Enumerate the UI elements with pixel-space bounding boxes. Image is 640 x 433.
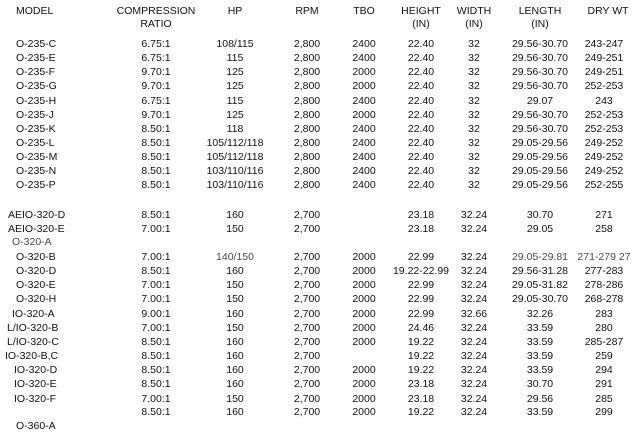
cell-rpm: 2,700 — [293, 209, 321, 221]
cell-width: 32.24 — [460, 322, 488, 334]
cell-model: O-235-P — [16, 179, 56, 191]
cell-hp: 160 — [226, 364, 244, 376]
cell-tbo: 2000 — [352, 406, 376, 418]
cell-hp: 160 — [226, 265, 244, 277]
cell-model: O-235-K — [16, 123, 56, 135]
cell-length: 33.59 — [526, 350, 554, 362]
cell-ratio: 7.00:1 — [141, 251, 171, 263]
cell-length: 29.56-30.70 — [511, 109, 569, 121]
header-length — [510, 5, 570, 31]
cell-model: L/IO-320-B — [7, 322, 59, 334]
header-compression — [108, 5, 204, 31]
cell-ratio: 8.50:1 — [141, 165, 171, 177]
cell-ratio: 8.50:1 — [141, 364, 171, 376]
header-dry-wt: DRY WT — [587, 5, 629, 17]
cell-height: 22.99 — [407, 251, 435, 263]
cell-wt: 249-251 — [584, 52, 624, 64]
cell-wt: 249-252 — [584, 151, 624, 163]
cell-height: 23.18 — [407, 223, 435, 235]
cell-hp: 115 — [226, 95, 244, 107]
cell-rpm: 2,700 — [293, 406, 321, 418]
cell-length: 29.05-30.70 — [511, 293, 569, 305]
cell-rpm: 2,700 — [293, 350, 321, 362]
cell-height: 22.99 — [407, 293, 435, 305]
cell-height: 22.40 — [407, 109, 435, 121]
cell-hp: 105/112/118 — [206, 137, 264, 149]
cell-wt: 243-247 — [584, 38, 624, 50]
cell-length: 33.59 — [526, 336, 554, 348]
cell-ratio: 7.00:1 — [141, 293, 171, 305]
cell-height: 22.40 — [407, 66, 435, 78]
cell-rpm: 2,700 — [293, 322, 321, 334]
cell-height: 22.40 — [407, 179, 435, 191]
cell-tbo: 2400 — [352, 179, 376, 191]
cell-hp: 140/150 — [216, 251, 254, 263]
cell-hp: 150 — [226, 279, 244, 291]
cell-length: 29.56-30.70 — [511, 123, 569, 135]
cell-rpm: 2,700 — [293, 378, 321, 390]
cell-length: 29.56-31.28 — [511, 265, 569, 277]
cell-hp: 105/112/118 — [206, 151, 264, 163]
cell-model: AEIO-320-D — [8, 209, 66, 221]
header-compression-line2: RATIO — [140, 18, 172, 30]
cell-rpm: 2,800 — [293, 109, 321, 121]
cell-rpm: 2,800 — [293, 165, 321, 177]
cell-wt: 249-251 — [584, 66, 624, 78]
cell-wt: 249-252 — [584, 137, 624, 149]
cell-length: 29.05-29.56 — [511, 137, 569, 149]
cell-width: 32.24 — [460, 251, 488, 263]
cell-length: 29.56 — [526, 393, 554, 405]
cell-wt: 243 — [595, 95, 613, 107]
cell-height: 22.40 — [407, 165, 435, 177]
header-rpm: RPM — [295, 5, 319, 17]
cell-tbo: 2000 — [352, 364, 376, 376]
cell-tbo: 2000 — [352, 265, 376, 277]
cell-rpm: 2,800 — [293, 38, 321, 50]
cell-wt: 252-253 — [584, 123, 624, 135]
cell-height: 19.22-22.99 — [392, 265, 450, 277]
cell-height: 23.18 — [407, 209, 435, 221]
cell-hp: 160 — [226, 308, 244, 320]
cell-length: 32.26 — [526, 308, 554, 320]
cell-rpm: 2,700 — [293, 279, 321, 291]
cell-wt: 291 — [595, 378, 613, 390]
cell-tbo: 2400 — [352, 137, 376, 149]
cell-tbo: 2400 — [352, 123, 376, 135]
cell-hp: 160 — [226, 406, 244, 418]
cell-tbo: 2000 — [352, 109, 376, 121]
cell-wt: 277-283 — [584, 265, 624, 277]
cell-rpm: 2,800 — [293, 80, 321, 92]
cell-rpm: 2,800 — [293, 137, 321, 149]
cell-model: IO-320-E — [14, 378, 57, 390]
cell-wt: 294 — [595, 364, 613, 376]
cell-length: 29.05-29.56 — [511, 165, 569, 177]
cell-wt: 268-278 — [584, 293, 624, 305]
cell-ratio: 7.00:1 — [141, 279, 171, 291]
cell-height: 22.99 — [407, 279, 435, 291]
cell-hp: 150 — [226, 293, 244, 305]
cell-model: O-320-D — [16, 265, 57, 277]
cell-width: 32.24 — [460, 293, 488, 305]
cell-hp: 150 — [226, 322, 244, 334]
cell-model: O-235-E — [16, 52, 56, 64]
cell-width: 32.24 — [460, 223, 488, 235]
cell-wt: 252-255 — [584, 179, 624, 191]
header-length-line2: (IN) — [531, 18, 549, 30]
cell-ratio: 9.00:1 — [141, 308, 171, 320]
cell-rpm: 2,800 — [293, 123, 321, 135]
cell-model: O-235-C — [16, 38, 57, 50]
cell-hp: 125 — [226, 66, 244, 78]
cell-ratio: 8.50:1 — [141, 209, 171, 221]
cell-rpm: 2,800 — [293, 151, 321, 163]
cell-length: 29.56-30.70 — [511, 38, 569, 50]
cell-ratio: 8.50:1 — [141, 350, 171, 362]
cell-model: O-235-N — [16, 165, 57, 177]
cell-ratio: 8.50:1 — [141, 179, 171, 191]
cell-tbo: 2000 — [352, 293, 376, 305]
cell-rpm: 2,800 — [293, 95, 321, 107]
cell-width: 32.24 — [460, 279, 488, 291]
cell-tbo: 2000 — [352, 279, 376, 291]
cell-wt: 252-253 — [584, 80, 624, 92]
cell-ratio: 8.50:1 — [141, 336, 171, 348]
cell-ratio: 6.75:1 — [141, 52, 171, 64]
header-height — [391, 5, 451, 31]
cell-wt: 252-253 — [584, 109, 624, 121]
cell-ratio: 7.00:1 — [141, 223, 171, 235]
header-width-line1: WIDTH — [456, 5, 492, 17]
cell-wt: 271 — [595, 209, 613, 221]
cell-rpm: 2,700 — [293, 308, 321, 320]
cell-length: 29.07 — [526, 95, 554, 107]
cell-rpm: 2,700 — [293, 393, 321, 405]
cell-height: 23.18 — [407, 393, 435, 405]
cell-length: 29.56-30.70 — [511, 52, 569, 64]
cell-height: 22.40 — [407, 151, 435, 163]
cell-width: 32 — [468, 38, 480, 50]
cell-model: O-235-L — [16, 137, 55, 149]
cell-width: 32.24 — [460, 209, 488, 221]
cell-rpm: 2,700 — [293, 364, 321, 376]
cell-width: 32.24 — [460, 350, 488, 362]
cell-wt: 259 — [595, 350, 613, 362]
cell-hp: 125 — [226, 109, 244, 121]
cell-height: 19.22 — [407, 336, 435, 348]
cell-height: 22.99 — [407, 308, 435, 320]
cell-model: IO-320-D — [14, 364, 58, 376]
cell-ratio: 7.00:1 — [141, 322, 171, 334]
cell-height: 22.40 — [407, 137, 435, 149]
cell-model: IO-320-F — [14, 393, 57, 405]
cell-height: 22.40 — [407, 38, 435, 50]
cell-length: 29.05 — [526, 223, 554, 235]
cell-model: O-235-J — [16, 109, 54, 121]
cell-length: 30.70 — [526, 378, 554, 390]
cell-length: 29.05-29.81 — [511, 251, 569, 263]
cell-hp: 108/115 — [216, 38, 254, 50]
cell-width: 32 — [468, 52, 480, 64]
cell-width: 32 — [468, 95, 480, 107]
cell-hp: 160 — [226, 336, 244, 348]
cell-model: IO-320-B,C — [5, 350, 59, 362]
cell-tbo: 2400 — [352, 38, 376, 50]
cell-wt: 285 — [595, 393, 613, 405]
cell-model: O-360-A — [16, 420, 56, 432]
cell-wt: 285-287 — [584, 336, 624, 348]
cell-width: 32.24 — [460, 336, 488, 348]
cell-ratio: 7.00:1 — [141, 393, 171, 405]
cell-width: 32.24 — [460, 378, 488, 390]
cell-model: AEIO-320-E — [8, 223, 65, 235]
cell-tbo: 2000 — [352, 66, 376, 78]
cell-width: 32 — [468, 66, 480, 78]
cell-length: 29.56-30.70 — [511, 66, 569, 78]
cell-hp: 115 — [226, 52, 244, 64]
header-model: MODEL — [16, 5, 54, 17]
cell-width: 32.24 — [460, 393, 488, 405]
cell-wt: 278-286 — [584, 279, 624, 291]
cell-rpm: 2,700 — [293, 336, 321, 348]
cell-ratio: 8.50:1 — [141, 137, 171, 149]
cell-tbo: 2000 — [352, 80, 376, 92]
cell-ratio: 9.70:1 — [141, 80, 171, 92]
cell-width: 32.24 — [460, 364, 488, 376]
cell-wt: 283 — [595, 308, 613, 320]
cell-length: 29.05-31.82 — [511, 279, 569, 291]
cell-length: 33.59 — [526, 364, 554, 376]
cell-length: 29.05-29.56 — [511, 151, 569, 163]
cell-length: 30.70 — [526, 209, 554, 221]
cell-wt: 299 — [595, 406, 613, 418]
header-width-line2: (IN) — [465, 18, 483, 30]
cell-height: 22.40 — [407, 52, 435, 64]
cell-width: 32 — [468, 123, 480, 135]
cell-length: 33.59 — [526, 322, 554, 334]
cell-width: 32.24 — [460, 406, 488, 418]
cell-length: 29.05-29.56 — [511, 179, 569, 191]
cell-hp: 150 — [226, 393, 244, 405]
cell-width: 32 — [468, 179, 480, 191]
cell-ratio: 6.75:1 — [141, 95, 171, 107]
cell-model: O-235-G — [16, 80, 57, 92]
cell-rpm: 2,800 — [293, 52, 321, 64]
cell-tbo: 2000 — [352, 336, 376, 348]
cell-tbo: 2000 — [352, 322, 376, 334]
cell-tbo: 2000 — [352, 393, 376, 405]
cell-hp: 118 — [226, 123, 244, 135]
cell-height: 19.22 — [407, 406, 435, 418]
cell-ratio: 8.50:1 — [141, 123, 171, 135]
cell-tbo: 2400 — [352, 165, 376, 177]
header-compression-line1: COMPRESSION — [116, 5, 196, 17]
cell-ratio: 8.50:1 — [141, 406, 171, 418]
cell-rpm: 2,800 — [293, 66, 321, 78]
cell-wt: 280 — [595, 322, 613, 334]
cell-model: IO-320-A — [12, 308, 55, 320]
cell-height: 22.40 — [407, 95, 435, 107]
cell-ratio: 8.50:1 — [141, 151, 171, 163]
cell-hp: 103/110/116 — [206, 165, 264, 177]
cell-wt: 258 — [595, 223, 613, 235]
cell-hp: 150 — [226, 223, 244, 235]
cell-model: O-320-B — [16, 251, 56, 263]
cell-height: 19.22 — [407, 364, 435, 376]
cell-hp: 125 — [226, 80, 244, 92]
cell-width: 32 — [468, 165, 480, 177]
cell-tbo: 2000 — [352, 378, 376, 390]
cell-rpm: 2,700 — [293, 265, 321, 277]
cell-wt: 249-252 — [584, 165, 624, 177]
header-height-line2: (IN) — [412, 18, 430, 30]
cell-model: O-320-E — [16, 279, 56, 291]
cell-width: 32 — [468, 151, 480, 163]
cell-model: O-235-H — [16, 95, 57, 107]
cell-width: 32 — [468, 137, 480, 149]
cell-tbo: 2400 — [352, 95, 376, 107]
cell-rpm: 2,700 — [293, 293, 321, 305]
cell-width: 32.24 — [460, 265, 488, 277]
cell-hp: 103/110/116 — [206, 179, 264, 191]
cell-height: 19.22 — [407, 350, 435, 362]
cell-height: 22.40 — [407, 123, 435, 135]
cell-ratio: 9.70:1 — [141, 109, 171, 121]
cell-model: O-320-H — [16, 293, 57, 305]
cell-rpm: 2,700 — [293, 251, 321, 263]
cell-width: 32 — [468, 109, 480, 121]
cell-hp: 160 — [226, 209, 244, 221]
header-length-line1: LENGTH — [518, 5, 562, 17]
cell-ratio: 8.50:1 — [141, 265, 171, 277]
cell-length: 29.56-30.70 — [511, 80, 569, 92]
cell-tbo: 2400 — [352, 52, 376, 64]
cell-rpm: 2,700 — [293, 223, 321, 235]
header-hp: HP — [227, 5, 243, 17]
cell-height: 22.40 — [407, 80, 435, 92]
header-width — [454, 5, 494, 31]
cell-tbo: 2000 — [352, 308, 376, 320]
cell-model: O-320-A — [12, 236, 52, 248]
cell-ratio: 9.70:1 — [141, 66, 171, 78]
cell-height: 24.46 — [407, 322, 435, 334]
cell-width: 32 — [468, 80, 480, 92]
cell-model: O-235-F — [16, 66, 56, 78]
cell-tbo: 2000 — [352, 251, 376, 263]
cell-width: 32.66 — [460, 308, 488, 320]
cell-height: 23.18 — [407, 378, 435, 390]
cell-tbo: 2400 — [352, 151, 376, 163]
cell-model: L/IO-320-C — [7, 336, 59, 348]
cell-rpm: 2,800 — [293, 179, 321, 191]
cell-hp: 160 — [226, 378, 244, 390]
cell-model: O-235-M — [16, 151, 58, 163]
header-height-line1: HEIGHT — [401, 5, 441, 17]
cell-ratio: 8.50:1 — [141, 378, 171, 390]
cell-hp: 160 — [226, 350, 244, 362]
cell-wt: 271-279 27 — [577, 251, 631, 263]
cell-length: 33.59 — [526, 406, 554, 418]
header-tbo: TBO — [353, 5, 375, 17]
cell-ratio: 6.75:1 — [141, 38, 171, 50]
